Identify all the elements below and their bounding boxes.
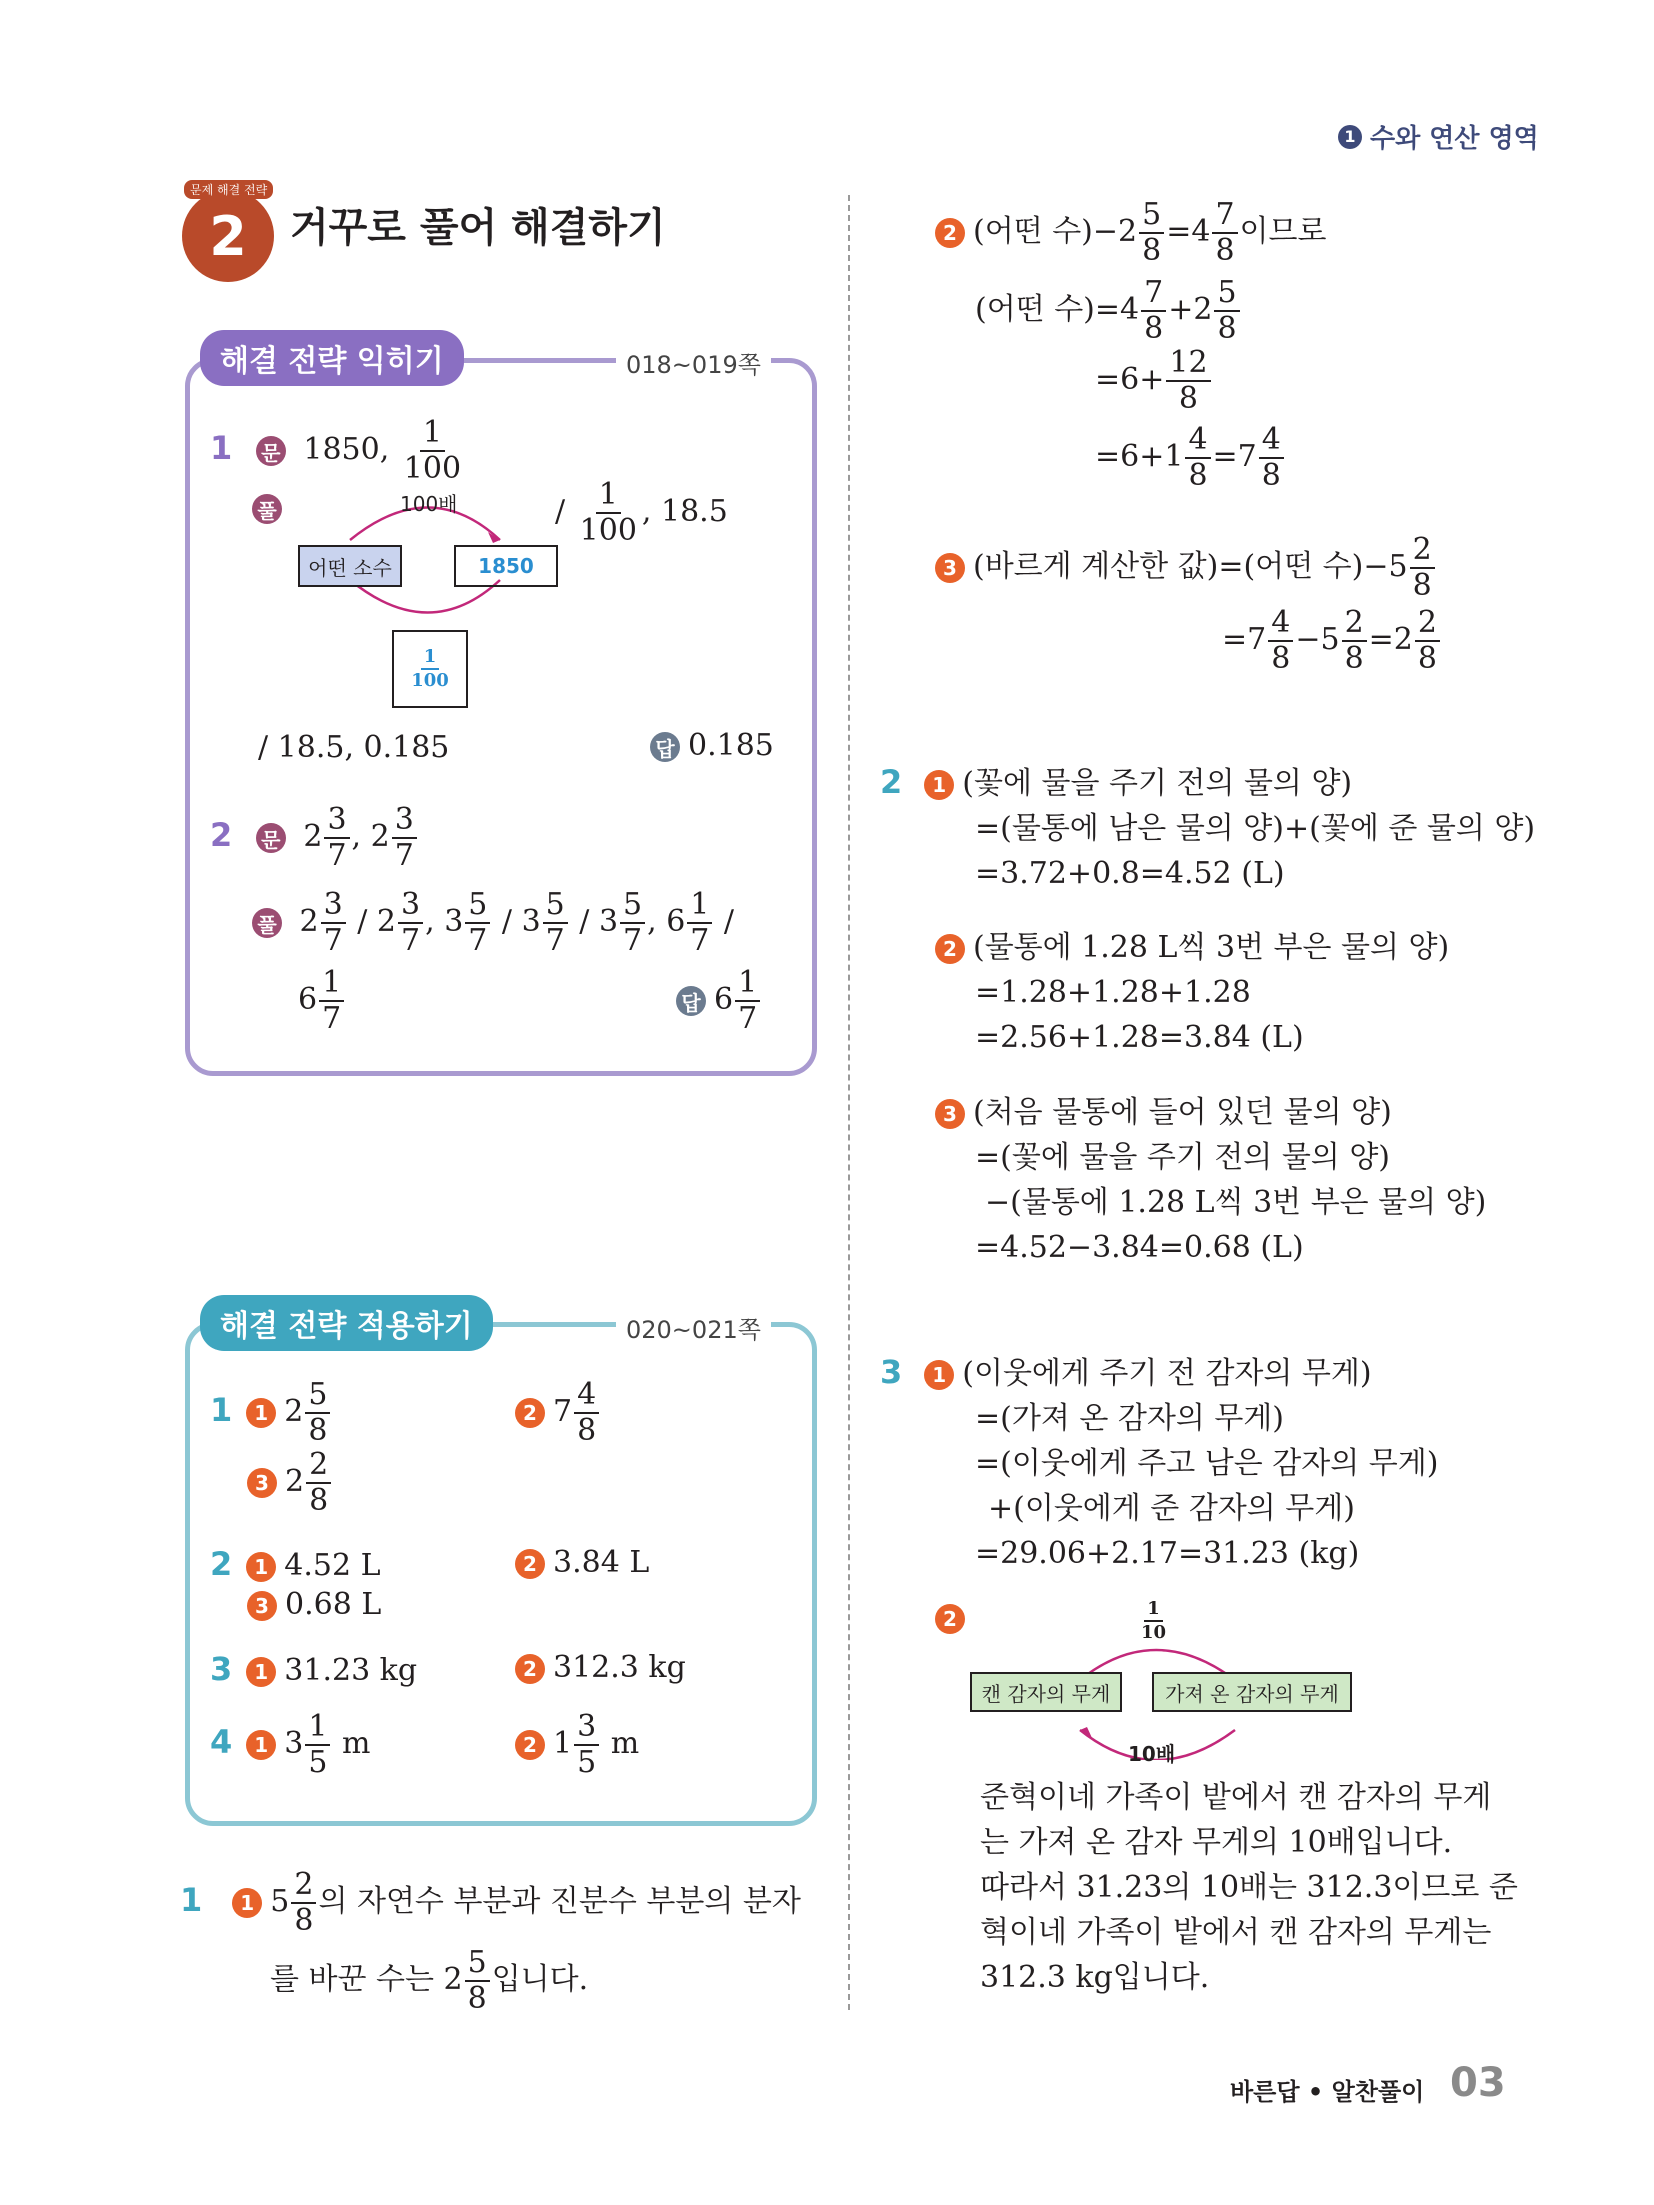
circle-2-icon: 2 — [515, 1654, 545, 1684]
dap-icon: 답 — [676, 986, 706, 1016]
circle-1-icon: 1 — [246, 1398, 276, 1428]
circle-3-icon: 3 — [247, 1591, 277, 1621]
r-q3-a: 3 1 (이웃에게 주기 전 감자의 무게) =(가져 온 감자의 무게) =(이웃에게 주고 남은 감자의 무게) +(이웃에게 준 감자의 무게) =29.06+2.17=31.23 (kg) — [880, 1353, 1439, 1571]
title-badge — [182, 190, 274, 282]
b2-row1-b: 2 7 $\frac{4}{8}$ — [515, 1380, 601, 1446]
mun-icon: 문 — [256, 436, 286, 466]
b1-p2-cont: 6 $\frac{1}{7}$ — [298, 968, 346, 1034]
b2-row1-a: 1 1 2 $\frac{5}{8}$ — [210, 1380, 332, 1446]
circle-1-icon: 1 — [924, 1360, 954, 1390]
section-number-badge: 1 — [1338, 125, 1362, 149]
circle-1-icon: 1 — [246, 1657, 276, 1687]
circle-2-icon: 2 — [515, 1549, 545, 1579]
b1-p1-answer: 답 0.185 — [650, 728, 774, 763]
b1-p2-number: 2 — [210, 816, 233, 854]
r-s2-l2: (어떤 수)=4 $\frac{7}{8}$ +2 $\frac{5}{8}$ — [975, 278, 1242, 344]
page-number: 03 — [1450, 2060, 1506, 2106]
section-header — [1338, 118, 1539, 155]
circle-1-icon: 1 — [246, 1730, 276, 1760]
r-q3-box-right: 가져 온 감자의 무게 — [1152, 1672, 1352, 1712]
r-s2-l1: 2 (어떤 수)−2 $\frac{5}{8}$ =4 $\frac{7}{8}$ 이므로 — [935, 200, 1326, 266]
circle-2-icon: 2 — [515, 1730, 545, 1760]
b1-p1-box-right: 1850 — [454, 545, 558, 587]
circle-2-icon: 2 — [935, 1604, 965, 1634]
b1-p1-mun-frac: $\frac{1}{100}$ — [403, 415, 462, 486]
b1-p1-mun-text: 1850, — [303, 432, 390, 467]
circle-3-icon: 3 — [935, 1099, 965, 1129]
r-q3-b-text: 준혁이네 가족이 밭에서 캔 감자의 무게 는 가져 온 감자 무게의 10배입니다. 따라서 31.23의 10배는 312.3이므로 준 혁이네 가족이 밭에서 캔 감자의 무게는 312.3 kg입니다. — [980, 1780, 1518, 1995]
column-divider — [848, 195, 850, 2010]
page-title: 거꾸로 풀어 해결하기 — [290, 205, 666, 251]
dap-icon: 답 — [650, 732, 680, 762]
r-q3-box-left: 캔 감자의 무게 — [970, 1672, 1122, 1712]
circle-3-icon: 3 — [247, 1468, 277, 1498]
b2-row2-c: 3 0.68 L — [247, 1587, 381, 1622]
circle-2-icon: 2 — [935, 218, 965, 248]
r-q2-a: 2 1 (꽃에 물을 주기 전의 물의 양) =(물통에 남은 물의 양)+(꽃에 준 물의 양) =3.72+0.8=4.52 (L) — [880, 763, 1536, 891]
r-s3-l2: =7 $\frac{4}{8}$ −5 $\frac{2}{8}$ =2 $\frac{2}{8}$ — [1222, 608, 1442, 674]
bottom1-line2: 를 바꾼 수는 2 $\frac{5}{8}$ 입니다. — [270, 1945, 589, 2016]
b1-p1-arrow-label: 100배 — [400, 492, 458, 516]
circle-2-icon: 2 — [935, 934, 965, 964]
b1-p2-mun-line — [210, 802, 419, 873]
mun-icon: 문 — [256, 823, 286, 853]
b1-p1-box-left: 어떤 소수 — [298, 545, 402, 587]
b1-p2-pul-line: 풀 2 $\frac{3}{7}$ / 2 $\frac{3}{7}$ , 3 $\frac{5}{7}$ / 3 $\frac{5}{7}$ / 3 $\frac{5}{7}$ , 6 $\frac{1}{7}$ / — [252, 890, 734, 956]
footer-label: 바른답 • 알찬풀이 — [1230, 2078, 1425, 2106]
circle-1-icon: 1 — [246, 1552, 276, 1582]
section-title: 수와 연산 영역 — [1370, 124, 1539, 154]
mixed-frac: 2 $\frac{3}{7}$ — [371, 819, 419, 854]
r-q3-top-frac: $\frac{1}{10}$ — [1141, 1598, 1167, 1643]
b2-row2-b: 2 3.84 L — [515, 1545, 649, 1580]
box1-page-ref: 018~019쪽 — [616, 345, 771, 380]
strategy-apply-tag: 해결 전략 적용하기 — [200, 1295, 493, 1351]
circle-3-icon: 3 — [935, 553, 965, 583]
b1-p1-number: 1 — [210, 429, 233, 467]
b1-p1-pul — [252, 490, 290, 525]
title-badge-number: 2 — [209, 204, 247, 268]
b2-row2-a: 2 1 4.52 L — [210, 1545, 381, 1583]
r-s2-l4: =6+1 $\frac{4}{8}$ =7 $\frac{4}{8}$ — [1095, 425, 1286, 491]
circle-2-icon: 2 — [515, 1398, 545, 1428]
r-q3-bottom-label: 10배 — [1128, 1742, 1176, 1766]
strategy-learn-tag: 해결 전략 익히기 — [200, 330, 464, 386]
r-s2-l3: =6+ $\frac{12}{8}$ — [1095, 348, 1213, 414]
r-s3-l1: 3 (바르게 계산한 값)=(어떤 수)−5 $\frac{2}{8}$ — [935, 535, 1437, 601]
b1-p2-answer: 답 6 $\frac{1}{7}$ — [676, 968, 762, 1034]
b2-row4-b: 2 1 $\frac{3}{5}$ m — [515, 1712, 639, 1778]
circle-1-icon: 1 — [232, 1888, 262, 1918]
bottom1-line1: 1 1 5 $\frac{2}{8}$ 의 자연수 부분과 진분수 부분의 분자 — [180, 1867, 801, 1938]
b1-p1-box-bottom: $\frac{1}{100}$ — [392, 630, 468, 708]
b2-row3-a: 3 1 31.23 kg — [210, 1650, 418, 1688]
mixed-frac: 2 $\frac{3}{7}$ , — [303, 802, 362, 873]
box2-page-ref: 020~021쪽 — [616, 1310, 771, 1345]
b1-p1-mun-line — [210, 415, 466, 486]
r-q2-c: 3 (처음 물통에 들어 있던 물의 양) =(꽃에 물을 주기 전의 물의 양) −(물통에 1.28 L씩 3번 부은 물의 양) =4.52−3.84=0.68 (L) — [935, 1090, 1486, 1270]
pul-icon: 풀 — [252, 494, 282, 524]
r-q2-b: 2 (물통에 1.28 L씩 3번 부은 물의 양) =1.28+1.28+1.28 =2.56+1.28=3.84 (L) — [935, 925, 1449, 1060]
title-badge-caption: 문제 해결 전략 — [184, 180, 273, 199]
r-q3-b-num — [935, 1600, 973, 1635]
b2-row4-a: 4 1 3 $\frac{1}{5}$ m — [210, 1709, 371, 1780]
b2-row3-b: 2 312.3 kg — [515, 1650, 686, 1685]
pul-icon: 풀 — [252, 908, 282, 938]
circle-1-icon: 1 — [924, 770, 954, 800]
b1-p1-line2: / 18.5, 0.185 — [258, 730, 450, 765]
b2-row1-c: 3 2 $\frac{2}{8}$ — [247, 1450, 333, 1516]
b1-p1-right-text: / $\frac{1}{100}$ , 18.5 — [555, 477, 728, 548]
